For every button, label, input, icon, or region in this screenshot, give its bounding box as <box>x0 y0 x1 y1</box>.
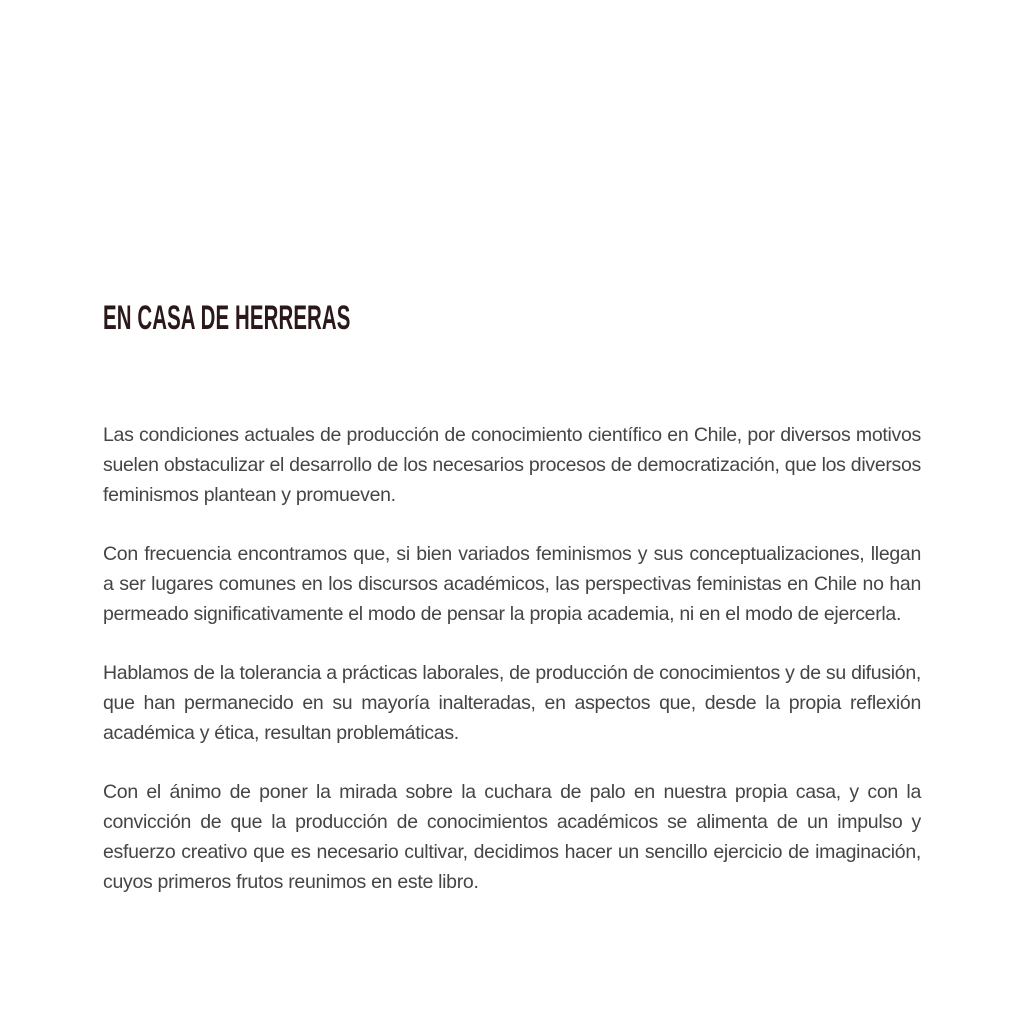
body-text-block <box>103 420 921 897</box>
body-paragraph: Con el ánimo de poner la mirada sobre la cuchara de palo en nuestra propia casa, y con la convicción de que la producción de conocimientos académicos se alimenta de un impulso y esfuerzo creativo que es necesario cultivar, decidimos hacer un sencillo ejercicio de imaginación, cuyos primeros frutos reunimos en este libro. <box>103 781 921 893</box>
body-paragraph: Las condiciones actuales de producción de conocimiento científico en Chile, por diversos motivos suelen obstaculizar el desarrollo de los necesarios procesos de democratización, que los diversos feminismos plantean y promueven. <box>103 424 921 506</box>
body-paragraph: Con frecuencia encontramos que, si bien variados feminismos y sus conceptualizaciones, llegan a ser lugares comunes en los discursos académicos, las perspectivas feministas en Chile no han permeado significativamente el modo de pensar la propia academia, ni en el modo de ejercerla. <box>103 543 921 625</box>
chapter-title: EN CASA DE HERRERAS <box>103 299 351 337</box>
body-paragraph: Hablamos de la tolerancia a prácticas laborales, de producción de conocimientos y de su difusión, que han permanecido en su mayoría inalteradas, en aspectos que, desde la propia reflexión académica y ética, resultan problemáticas. <box>103 662 921 744</box>
